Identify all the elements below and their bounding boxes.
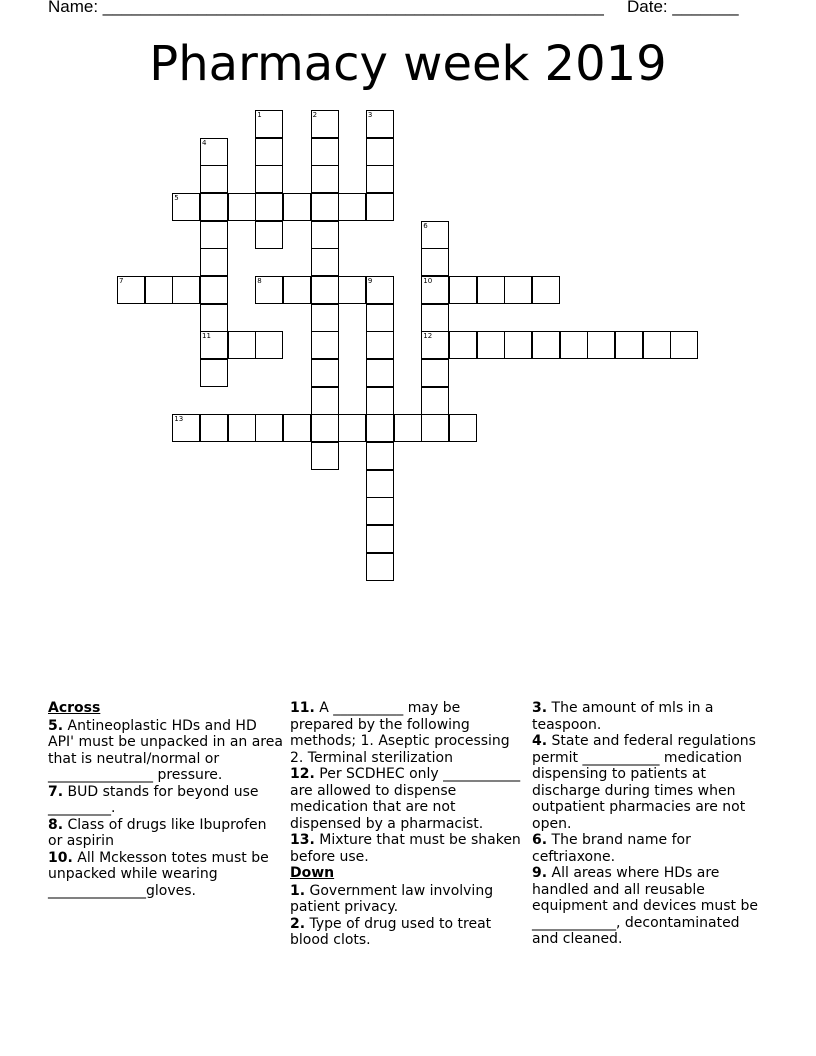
grid-cell[interactable] xyxy=(200,276,228,304)
grid-cell[interactable] xyxy=(200,165,228,193)
clue-number: 8 xyxy=(257,277,262,285)
clue-number: 13 xyxy=(174,415,184,424)
grid-cell[interactable] xyxy=(311,110,339,138)
grid-cell[interactable] xyxy=(421,276,449,304)
clue-down-6: 6. The brand name for ceftriaxone. xyxy=(532,832,691,865)
grid-cell[interactable] xyxy=(283,414,311,442)
grid-cell[interactable] xyxy=(366,442,394,470)
clues-column-1 xyxy=(48,700,284,899)
grid-cell[interactable] xyxy=(477,331,505,359)
grid-cell[interactable] xyxy=(670,331,698,359)
across-heading: Across xyxy=(48,700,101,716)
grid-cell[interactable] xyxy=(366,138,394,166)
grid-cell[interactable] xyxy=(311,138,339,166)
grid-cell[interactable] xyxy=(449,414,477,442)
grid-cell[interactable] xyxy=(311,442,339,470)
grid-cell[interactable] xyxy=(311,304,339,332)
grid-cell[interactable] xyxy=(255,221,283,249)
grid-cell[interactable] xyxy=(421,248,449,276)
grid-cell[interactable] xyxy=(311,387,339,415)
grid-cell[interactable] xyxy=(504,276,532,304)
page-title: Pharmacy week 2019 xyxy=(149,36,667,92)
grid-cell[interactable] xyxy=(532,276,560,304)
grid-cell[interactable] xyxy=(228,414,256,442)
clue-across-5: 5. Antineoplastic HDs and HD API' must be unpacked in an area that is neutral/normal or _______________ pressure. xyxy=(48,717,283,783)
grid-cell[interactable] xyxy=(255,193,283,221)
grid-cell[interactable] xyxy=(421,331,449,359)
clue-number: 5 xyxy=(174,194,179,202)
clue-number: 1 xyxy=(257,111,262,119)
grid-cell[interactable] xyxy=(338,276,366,304)
grid-cell[interactable] xyxy=(200,331,228,359)
grid-cell[interactable] xyxy=(311,248,339,276)
grid-cell[interactable] xyxy=(200,359,228,387)
grid-cell[interactable] xyxy=(366,387,394,415)
clue-number: 7 xyxy=(119,277,124,285)
grid-cell[interactable] xyxy=(449,276,477,304)
grid-cell[interactable] xyxy=(643,331,671,359)
grid-cell[interactable] xyxy=(200,304,228,332)
grid-cell[interactable] xyxy=(255,414,283,442)
grid-cell[interactable] xyxy=(283,193,311,221)
grid-cell[interactable] xyxy=(587,331,615,359)
grid-cell[interactable] xyxy=(338,414,366,442)
clue-number: 6 xyxy=(423,221,428,230)
grid-cell[interactable] xyxy=(615,331,643,359)
grid-cell[interactable] xyxy=(255,165,283,193)
grid-cell[interactable] xyxy=(560,331,588,359)
clue-number: 10 xyxy=(423,277,433,285)
name-field[interactable]: Name: _____________________________________________________ xyxy=(48,0,604,16)
clue-across-12: 12. Per SCDHEC only ___________ are allowed to dispense medication that are not dispensed by a pharmacist. xyxy=(290,766,521,832)
grid-cell[interactable] xyxy=(311,331,339,359)
grid-cell[interactable] xyxy=(228,193,256,221)
date-field[interactable]: Date: _______ xyxy=(627,0,739,16)
clue-across-10: 10. All Mckesson totes must be unpacked while wearing ______________gloves. xyxy=(48,849,269,899)
grid-cell[interactable] xyxy=(311,359,339,387)
clues-column-2 xyxy=(290,700,526,949)
clue-number: 9 xyxy=(367,277,373,285)
grid-cell[interactable] xyxy=(228,331,256,359)
clue-down-2: 2. Type of drug used to treat blood clots. xyxy=(290,915,492,948)
clues-column-3 xyxy=(532,700,768,948)
clue-down-3: 3. The amount of mls in a teaspoon. xyxy=(532,700,714,733)
grid-cell[interactable] xyxy=(421,414,449,442)
grid-cell[interactable] xyxy=(283,276,311,304)
grid-cell[interactable] xyxy=(394,414,422,442)
clue-down-9: 9. All areas where HDs are handled and all reusable equipment and devices must be ____________, decontaminated and cleaned. xyxy=(532,865,758,947)
grid-cell[interactable] xyxy=(255,276,283,304)
grid-cell[interactable] xyxy=(532,331,560,359)
grid-cell[interactable] xyxy=(421,359,449,387)
grid-cell[interactable] xyxy=(366,331,394,359)
clue-down-1: 1. Government law involving patient privacy. xyxy=(290,882,494,915)
grid-cell[interactable] xyxy=(172,276,200,304)
grid-cell[interactable] xyxy=(449,331,477,359)
grid-cell[interactable] xyxy=(366,470,394,498)
grid-cell[interactable] xyxy=(421,387,449,415)
grid-cell[interactable] xyxy=(366,553,394,581)
clue-number: 12 xyxy=(423,332,433,341)
grid-cell[interactable] xyxy=(366,276,394,304)
grid-cell[interactable] xyxy=(311,193,339,221)
grid-cell[interactable] xyxy=(255,110,283,138)
grid-cell[interactable] xyxy=(200,414,228,442)
grid-cell[interactable] xyxy=(200,221,228,249)
clue-across-8: 8. Class of drugs like Ibuprofen or aspirin xyxy=(48,816,267,849)
grid-cell[interactable] xyxy=(311,276,339,304)
grid-cell[interactable] xyxy=(366,165,394,193)
grid-cell[interactable] xyxy=(145,276,173,304)
clue-across-13: 13. Mixture that must be shaken before use. xyxy=(290,832,521,865)
clue-across-7: 7. BUD stands for beyond use _________. xyxy=(48,783,259,816)
clue-number: 2 xyxy=(312,111,318,119)
grid-cell[interactable] xyxy=(366,110,394,138)
grid-cell[interactable] xyxy=(504,331,532,359)
grid-cell[interactable] xyxy=(255,138,283,166)
clue-across-11: 11. A __________ may be prepared by the following methods; 1. Aseptic processing 2. Terminal sterilization xyxy=(290,700,510,766)
grid-cell[interactable] xyxy=(311,414,339,442)
grid-cell[interactable] xyxy=(200,248,228,276)
clue-number: 3 xyxy=(367,111,373,119)
grid-cell[interactable] xyxy=(366,359,394,387)
grid-cell[interactable] xyxy=(421,304,449,332)
grid-cell[interactable] xyxy=(477,276,505,304)
grid-cell[interactable] xyxy=(117,276,145,304)
grid-cell[interactable] xyxy=(311,165,339,193)
down-heading: Down xyxy=(290,865,335,881)
clue-down-4: 4. State and federal regulations permit ___________ medication dispensing to patients at discharge during times when outpatient pharmacies are not open. xyxy=(532,733,756,832)
grid-cell[interactable] xyxy=(255,331,283,359)
grid-cell[interactable] xyxy=(311,221,339,249)
clue-number: 4 xyxy=(202,138,207,147)
grid-cell[interactable] xyxy=(421,221,449,249)
grid-cell[interactable] xyxy=(200,193,228,221)
grid-cell[interactable] xyxy=(200,138,228,166)
grid-cell[interactable] xyxy=(366,414,394,442)
grid-cell[interactable] xyxy=(172,414,200,442)
grid-cell[interactable] xyxy=(172,193,200,221)
grid-cell[interactable] xyxy=(366,304,394,332)
grid-cell[interactable] xyxy=(366,193,394,221)
clue-number: 11 xyxy=(202,332,211,341)
grid-cell[interactable] xyxy=(366,497,394,525)
grid-cell[interactable] xyxy=(338,193,366,221)
grid-cell[interactable] xyxy=(366,525,394,553)
